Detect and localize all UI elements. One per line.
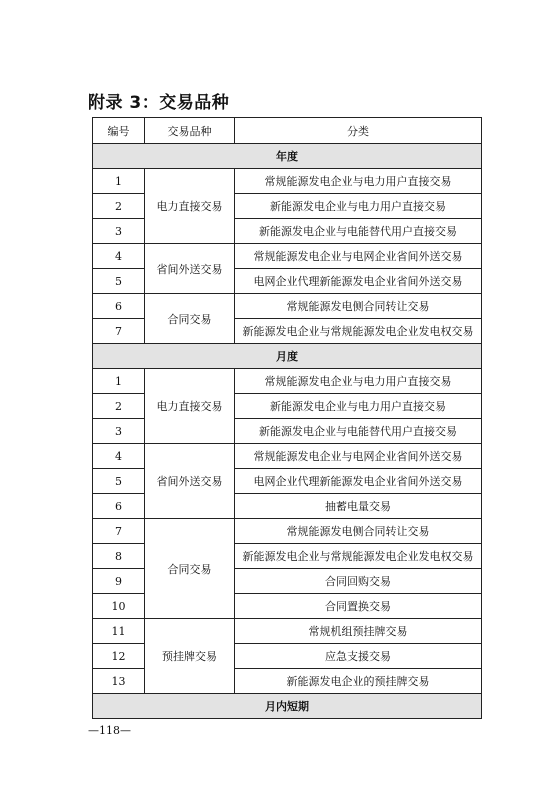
group-cell: 电力直接交易 bbox=[145, 169, 235, 244]
row-category: 常规能源发电企业与电力用户直接交易 bbox=[235, 369, 482, 394]
row-category: 合同置换交易 bbox=[235, 594, 482, 619]
row-category: 新能源发电企业的预挂牌交易 bbox=[235, 669, 482, 694]
row-category: 新能源发电企业与电力用户直接交易 bbox=[235, 394, 482, 419]
row-number: 6 bbox=[93, 294, 145, 319]
row-number: 11 bbox=[93, 619, 145, 644]
header-category: 分类 bbox=[235, 118, 482, 144]
section-title: 月度 bbox=[93, 344, 482, 369]
row-category: 新能源发电企业与电能替代用户直接交易 bbox=[235, 419, 482, 444]
table-row bbox=[93, 519, 482, 544]
row-category: 常规能源发电企业与电网企业省间外送交易 bbox=[235, 444, 482, 469]
row-number: 8 bbox=[93, 544, 145, 569]
row-number: 2 bbox=[93, 194, 145, 219]
row-category: 常规能源发电侧合同转让交易 bbox=[235, 519, 482, 544]
page-title: 附录 3：交易品种 bbox=[88, 93, 230, 113]
row-number: 1 bbox=[93, 369, 145, 394]
row-category: 合同回购交易 bbox=[235, 569, 482, 594]
row-category: 电网企业代理新能源发电企业省间外送交易 bbox=[235, 469, 482, 494]
row-number: 6 bbox=[93, 494, 145, 519]
row-number: 12 bbox=[93, 644, 145, 669]
section-row-annual bbox=[93, 144, 482, 169]
group-cell: 省间外送交易 bbox=[145, 244, 235, 294]
table-row bbox=[93, 444, 482, 469]
group-cell: 合同交易 bbox=[145, 519, 235, 619]
row-number: 9 bbox=[93, 569, 145, 594]
row-number: 5 bbox=[93, 269, 145, 294]
section-title: 月内短期 bbox=[93, 694, 482, 719]
section-row-monthly bbox=[93, 344, 482, 369]
trading-types-table bbox=[92, 117, 482, 719]
row-category: 新能源发电企业与电能替代用户直接交易 bbox=[235, 219, 482, 244]
table-row bbox=[93, 244, 482, 269]
row-number: 2 bbox=[93, 394, 145, 419]
row-number: 7 bbox=[93, 519, 145, 544]
row-category: 电网企业代理新能源发电企业省间外送交易 bbox=[235, 269, 482, 294]
section-row-short-term bbox=[93, 694, 482, 719]
row-category: 应急支援交易 bbox=[235, 644, 482, 669]
table-header-row bbox=[93, 118, 482, 144]
header-type: 交易品种 bbox=[145, 118, 235, 144]
section-title: 年度 bbox=[93, 144, 482, 169]
table-row bbox=[93, 369, 482, 394]
group-cell: 电力直接交易 bbox=[145, 369, 235, 444]
row-category: 抽蓄电量交易 bbox=[235, 494, 482, 519]
row-number: 4 bbox=[93, 444, 145, 469]
row-category: 常规能源发电企业与电网企业省间外送交易 bbox=[235, 244, 482, 269]
table-row bbox=[93, 169, 482, 194]
row-category: 常规能源发电企业与电力用户直接交易 bbox=[235, 169, 482, 194]
table-row bbox=[93, 294, 482, 319]
group-cell: 预挂牌交易 bbox=[145, 619, 235, 694]
row-category: 新能源发电企业与常规能源发电企业发电权交易 bbox=[235, 319, 482, 344]
row-category: 新能源发电企业与电力用户直接交易 bbox=[235, 194, 482, 219]
row-number: 3 bbox=[93, 219, 145, 244]
page-number: —118— bbox=[88, 724, 131, 737]
row-number: 5 bbox=[93, 469, 145, 494]
table-row bbox=[93, 619, 482, 644]
row-number: 7 bbox=[93, 319, 145, 344]
row-number: 3 bbox=[93, 419, 145, 444]
row-category: 常规机组预挂牌交易 bbox=[235, 619, 482, 644]
row-number: 1 bbox=[93, 169, 145, 194]
row-number: 10 bbox=[93, 594, 145, 619]
row-category: 新能源发电企业与常规能源发电企业发电权交易 bbox=[235, 544, 482, 569]
group-cell: 省间外送交易 bbox=[145, 444, 235, 519]
row-category: 常规能源发电侧合同转让交易 bbox=[235, 294, 482, 319]
row-number: 4 bbox=[93, 244, 145, 269]
row-number: 13 bbox=[93, 669, 145, 694]
header-no: 编号 bbox=[93, 118, 145, 144]
group-cell: 合同交易 bbox=[145, 294, 235, 344]
